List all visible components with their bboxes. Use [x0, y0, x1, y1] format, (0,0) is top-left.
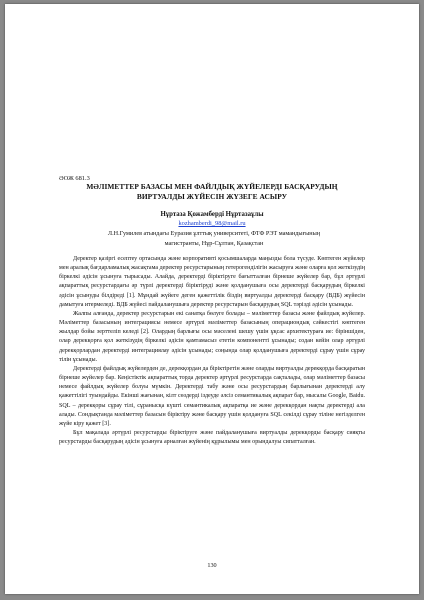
document-page: [5, 4, 419, 594]
body-paragraph-3: Деректерді файлдық жүйелерден де, дерекқордан да біріктіретін және оларды виртуалды дерекқорда басқаратын бірнеше жүйелер бар. Кеңістіктік ақпараттық торда деректер әртүрлі ресурстарда сақталады, олар мәліметтер базасы немесе файлдық жүйелер болуы мүмкін. Деректерді табу және осы ресурстардың барлығынан деректерді алу қажеттілігі туындайды. Екінші жағынан, кілт сөздерді іздеуде әлсіз семантикалық ақпарат бар, мысалы Google, Baidu. SQL – дерекқоры сұрау тілі, сұранысқа күшті семантикалық ақпаратқа ие және дерекқордан нақты деректерді ала алады. Сондықтанда мәліметтер базасын біріктіру және басқару үшін қолдануға SQL секілді сұрау тіліне негізделген жүйе кіру қажет [3].: [59, 365, 365, 427]
article-body: [59, 255, 365, 447]
page-number: 130: [207, 562, 217, 569]
author-name: Нұртаза Қожамберді Нұртазаұлы: [160, 211, 264, 218]
author-affiliation: [65, 229, 363, 248]
body-paragraph-1: Деректер қазіргі есептеу ортасында және корпоративті қосымшаларда маңызды бола түсуде. Көптеген жүйелер мен аралық бағдарламалық жасақтама деректер ресурстарының гетерогенділігін жасыруға және оларға қол жеткізудің біркелкі әдісін ұсынуға тырысады. Алайда, деректерді біріктіруге бағытталған бірнеше жүйелер бар, бұл әртүрлі ақпараттық ресурстардағы әр түрлі деректерді біріктіруді және қолданушыға осы деректерді басқарудың біркелкі әдісін ұсынуды білдіреді [1]. Мұндай жүйеге деген қажеттілік біздің виртуалды деректерді басқару (ВДБ) жүйесін дамытуға итермеледі. ВДБ жүйесі пайдаланушыға деректер ресурстарын басқарудың SQL тәрізді әдісін ұсынады.: [59, 256, 365, 308]
body-paragraph-4: Бұл мақалада әртүрлі ресурстарды біріктіруге және пайдаланушыға виртуалды дерекқорды басқару сияқты ресурстарды басқарудың әдісін ұсынуға арналған жүйенің құрылымы мен орындалуы сипатталған.: [59, 429, 365, 446]
affiliation-line-2: магистранты, Нұр-Сұлтан, Қазақстан: [164, 239, 264, 247]
udc-code: ӘОЖ 681.3: [59, 175, 90, 182]
body-paragraph-2: Жалпы алғанда, деректер ресурстарын екі санатқа бөлуге болады – мәліметтер базасы және файлдық жүйелер. Мәліметтер базасының интеграциясы немесе әртүрлі мәліметтер базасының операциондық сәйкестігі көптеген жылдар бойы зерттеліп келеді [2]. Олардың барлығы осы мәселені шешу үшін ұқсас архитектураға ие: біріншіден, олар дерекқорға қол жеткізудің біркелкі әдісін қамтамасыз ететін компонентті ұсынады; содан кейін олар әртүрлі дерекқорлардан деректерді интеграциялау әдісін ұсынады; соңында олар қолданушыға деректерді сұрау үшін сұрау тілін ұсынады.: [59, 310, 365, 363]
author-email-link[interactable]: kozhamberdi_98@mail.ru: [178, 220, 246, 227]
paper-title-line-1: МӘЛІМЕТТЕР БАЗАСЫ МЕН ФАЙЛДЫҚ ЖҮЙЕЛЕРДІ БАСҚАРУДЫҢ: [86, 182, 338, 191]
affiliation-line-1: Л.Н.Гумилев атындағы Еуразия ұлттық университеті, ФТФ РЭТ мамандығының: [107, 230, 321, 237]
paper-title-line-2: ВИРТУАЛДЫ ЖҮЙЕСІН ЖҮЗЕГЕ АСЫРУ: [136, 192, 288, 201]
